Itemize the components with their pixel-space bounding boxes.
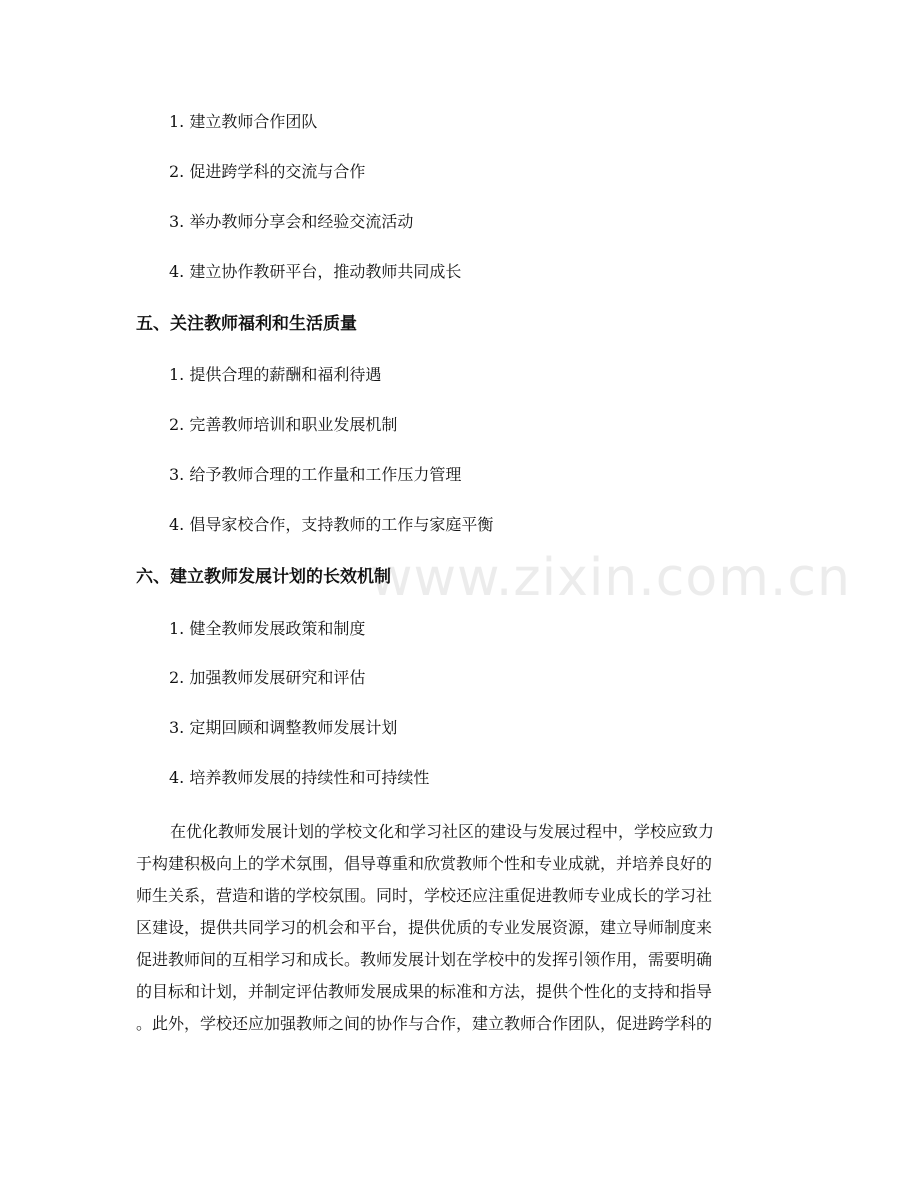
body-paragraph: [136, 816, 786, 1040]
list-item: 1. 建立教师合作团队: [169, 112, 318, 131]
paragraph-line: 师生关系，营造和谐的学校氛围。同时，学校还应注重促进教师专业成长的学习社: [136, 886, 713, 905]
list-item: 2. 加强教师发展研究和评估: [169, 668, 366, 687]
list-item: 2. 完善教师培训和职业发展机制: [169, 415, 398, 434]
list-item: 1. 提供合理的薪酬和福利待遇: [169, 365, 382, 384]
paragraph-line: 促进教师间的互相学习和成长。教师发展计划在学校中的发挥引领作用，需要明确: [136, 950, 713, 969]
paragraph-line: 的目标和计划，并制定评估教师发展成果的标准和方法，提供个性化的支持和指导: [136, 982, 713, 1001]
paragraph-line: 于构建积极向上的学术氛围，倡导尊重和欣赏教师个性和专业成就，并培养良好的: [136, 854, 713, 873]
paragraph-line: 区建设，提供共同学习的机会和平台，提供优质的专业发展资源，建立导师制度来: [136, 918, 713, 937]
list-item: 2. 促进跨学科的交流与合作: [169, 162, 366, 181]
list-item: 4. 建立协作教研平台，推动教师共同成长: [169, 262, 462, 281]
watermark: www.zixin.com.cn: [370, 548, 851, 608]
list-item: 4. 培养教师发展的持续性和可持续性: [169, 768, 430, 787]
section-heading: 六、建立教师发展计划的长效机制: [136, 567, 391, 587]
paragraph-line: 。此外，学校还应加强教师之间的协作与合作，建立教师合作团队，促进跨学科的: [136, 1014, 713, 1033]
section-heading: 五、关注教师福利和生活质量: [136, 314, 357, 334]
list-item: 1. 健全教师发展政策和制度: [169, 619, 366, 638]
list-item: 4. 倡导家校合作，支持教师的工作与家庭平衡: [169, 515, 494, 534]
paragraph-line: 在优化教师发展计划的学校文化和学习社区的建设与发展过程中，学校应致力: [170, 822, 715, 841]
list-item: 3. 举办教师分享会和经验交流活动: [169, 212, 414, 231]
list-item: 3. 定期回顾和调整教师发展计划: [169, 718, 398, 737]
list-item: 3. 给予教师合理的工作量和工作压力管理: [169, 465, 462, 484]
